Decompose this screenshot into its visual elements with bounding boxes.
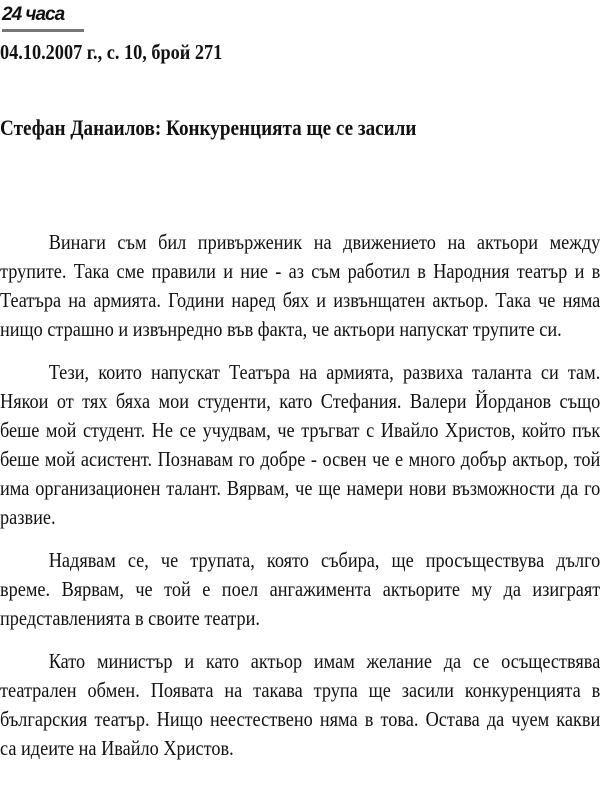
paragraph-line: беше мой асистент. Познавам го добре - освен че е много добър актьор, той — [0, 447, 600, 471]
article-paragraph — [0, 647, 600, 763]
paragraph-line: има организационен талант. Вярвам, че ще намери нови възможности да го — [0, 476, 600, 500]
paragraph-line: са идеите на Ивайло Христов. — [0, 736, 234, 760]
paragraph-line: българския театър. Нищо неестествено няма в това. Остава да чуем какви — [0, 707, 600, 731]
dateline: 04.10.2007 г., с. 10, брой 271 — [0, 40, 223, 64]
newspaper-logo — [2, 4, 84, 34]
paragraph-line: Театъра на армията. Години наред бях и извънщатен актьор. Така че няма — [0, 288, 600, 312]
paragraph-line: Някои от тях бяха мои студенти, като Стефания. Валери Йорданов също — [0, 389, 600, 413]
paragraph-line: представленията в своите театри. — [0, 606, 260, 630]
paragraph-line: Надявам се, че трупата, която събира, ще просъществува дълго — [48, 548, 600, 572]
article-body — [0, 228, 600, 777]
paragraph-line: нищо страшно и извънредно във факта, че актьори напускат трупите си. — [0, 317, 562, 341]
paragraph-line: време. Вярвам, че той е поел ангажимента актьорите му да изиграят — [0, 577, 600, 601]
paragraph-line: театрален обмен. Появата на такава трупа ще засили конкуренцията в — [0, 678, 600, 702]
paragraph-line: Винаги съм бил привърженик на движението на актьори между — [48, 230, 600, 254]
paragraph-line: развие. — [0, 505, 56, 529]
article-paragraph — [0, 546, 600, 633]
paragraph-line: беше мой студент. Не се учудвам, че тръгват с Ивайло Христов, който пък — [0, 418, 600, 442]
paragraph-line: Като министър и като актьор имам желание да се осъществява — [48, 649, 600, 673]
logo-underline — [2, 29, 84, 32]
article-title: Стефан Данаилов: Конкуренцията ще се засили — [0, 115, 417, 140]
article-paragraph — [0, 358, 600, 532]
logo-text: 24 часа — [2, 4, 65, 25]
paragraph-line: трупите. Така сме правили и ние - аз съм работил в Народния театър и в — [0, 259, 600, 283]
paragraph-line: Тези, които напускат Театъра на армията, развиха таланта си там. — [48, 360, 600, 384]
article-paragraph — [0, 228, 600, 344]
